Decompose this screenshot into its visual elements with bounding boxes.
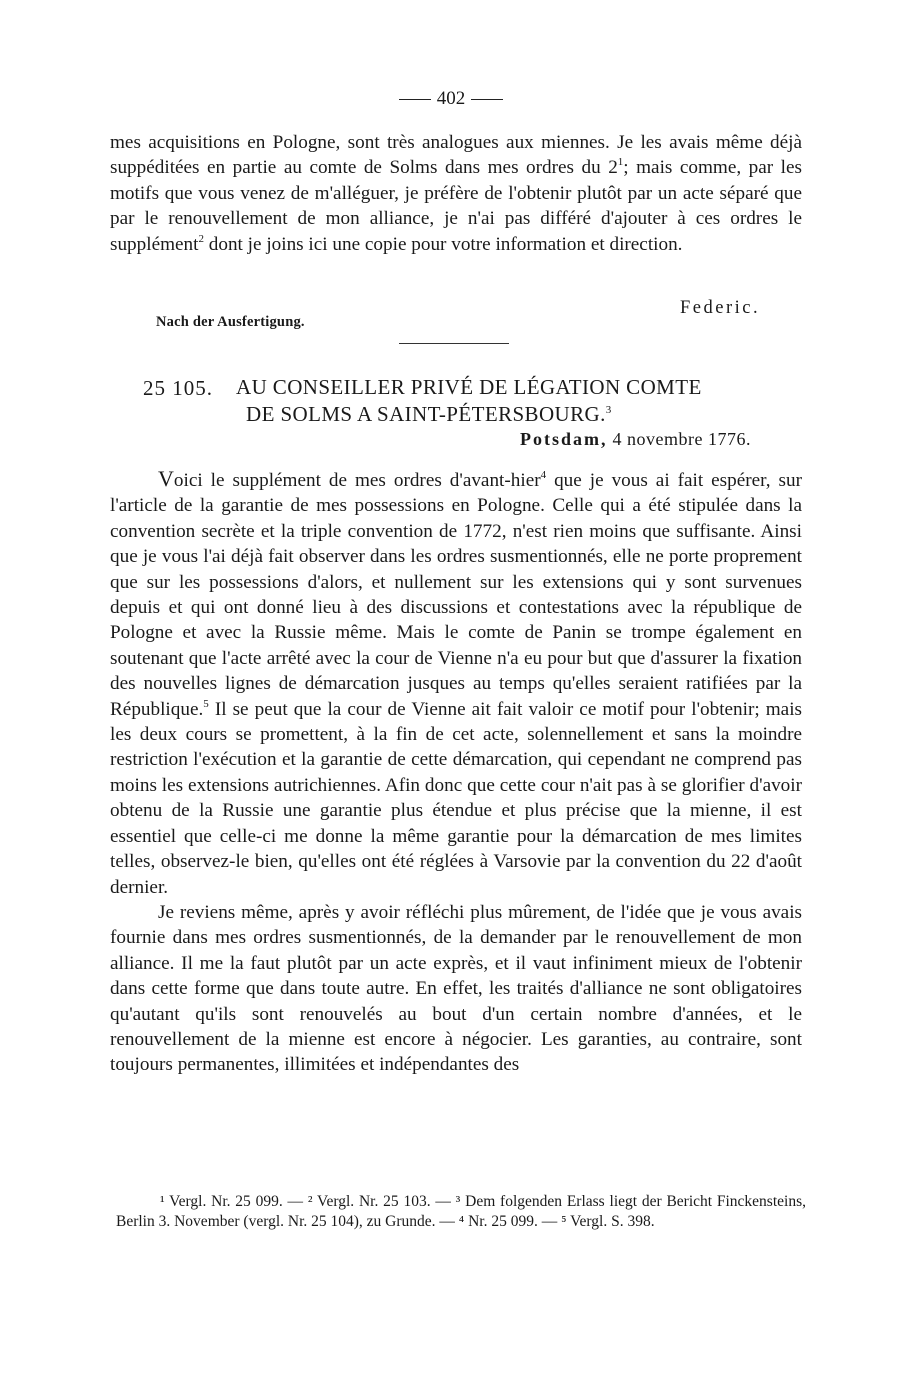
intro-text-end: dont je joins ici une copie pour votre information et direction. [203, 233, 683, 255]
letter-body [110, 466, 802, 1078]
footnotes [116, 1192, 806, 1232]
footnote-ref-2: 2 [198, 232, 204, 245]
footnotes-text: ¹ Vergl. Nr. 25 099. — ² Vergl. Nr. 25 103. — ³ Dem folgenden Erlass liegt der Bericht Finckensteins, Berlin 3. November (vergl. Nr. 25 104), zu Grunde. — ⁴ Nr. 25 099. — ⁵ Vergl. S. 398. [116, 1193, 806, 1230]
intro-text-mid: ; mais comme, par les motifs que vous venez de m'alléguer, je préfère de l'obtenir plutôt par un acte séparé que par le renouvellement de mon alliance, je n'ai pas différé d'ajouter à ces ordres le supplément [110, 157, 802, 255]
document-heading [236, 374, 796, 428]
date-place: Potsdam, [520, 429, 608, 449]
section-divider [399, 343, 509, 344]
page-number-dash-right [471, 99, 503, 100]
heading-line-2: DE SOLMS A SAINT-PÉTERSBOURG. [246, 402, 606, 426]
footnote-ref-5: 5 [203, 697, 209, 710]
para1-text-a: oici le supplément de mes ordres d'avant-hier [173, 470, 541, 491]
page-number [376, 88, 526, 110]
dateline [520, 429, 751, 450]
intro-text-start: mes acquisitions en Pologne, sont très analogues aux miennes. Je les avais même déjà suppéditées en partie au comte de Solms dans mes ordres du 2 [110, 132, 802, 179]
paragraph-1 [110, 466, 802, 900]
source-note: Nach der Ausfertigung. [156, 314, 305, 330]
initial-letter: V [158, 466, 174, 491]
document-number: 25 105. [143, 376, 213, 400]
page-number-text: 402 [436, 88, 466, 109]
page-number-dash-left [399, 99, 431, 100]
para1-text-b: que je vous ai fait espérer, sur l'article de la garantie de mes possessions en Pologne. Celle qui a été stipulée dans la convention secrète et la triple convention de 1772, n'est rien moins que suffisante. Ainsi que je vous l'ai déjà fait observer dans les ordres susmentionnés, elle ne porte proprement que sur les possessions d'alors, et nullement sur les extensions qui y sont survenues depuis et qui ont donné lieu à des discussions et contestations avec la république de Pologne et avec la Russie même. Mais le comte de Panin se trompe également en soutenant que l'acte arrêté avec la cour de Vienne n'a eu pour but que d'assurer la fixation des nouvelles lignes de démarcation jusques au temps qu'elles seraient ratifiées par la République. [110, 470, 802, 720]
date-text: 4 novembre 1776. [612, 429, 751, 449]
intro-paragraph [110, 130, 802, 257]
signature: Federic. [680, 298, 761, 318]
footnote-ref-1: 1 [617, 156, 624, 169]
heading-line-1: AU CONSEILLER PRIVÉ DE LÉGATION COMTE [236, 375, 702, 399]
footnote-ref-4: 4 [540, 469, 547, 481]
para1-text-c: Il se peut que la cour de Vienne ait fait valoir ce motif pour l'obtenir; mais les deux cours se promettent, à la fin de cet acte, solennellement et sans la moindre restriction l'exécution et la garantie de cette démarcation, qui cependant ne comprend pas moins les extensions autrichiennes. Afin donc que cette cour n'ait pas à se glorifier d'avoir obtenu de la Russie une garantie plus étendue et plus précise que la mienne, il est essentiel que celle-ci me donne la même garantie pour la démarcation de mes limites telles, observez-le bien, qu'elles ont été réglées à Varsovie par la convention du 22 d'août dernier. [110, 698, 802, 898]
paragraph-2: Je reviens même, après y avoir réfléchi plus mûrement, de l'idée que je vous avais fournie dans mes ordres susmentionnés, de la demander par le renouvellement de mon alliance. Il me la faut plutôt par un acte exprès, et il vaut infiniment mieux de l'obtenir dans cette forme que dans toute autre. En effet, les traités d'alliance ne sont obligatoires qu'autant qu'ils sont renouvelés au bout d'un certain nombre d'années, et le renouvellement de la mienne est encore à négocier. Les garanties, au contraire, sont toujours permanentes, illimitées et indépendantes des [110, 901, 802, 1076]
footnote-ref-3: 3 [605, 404, 612, 416]
